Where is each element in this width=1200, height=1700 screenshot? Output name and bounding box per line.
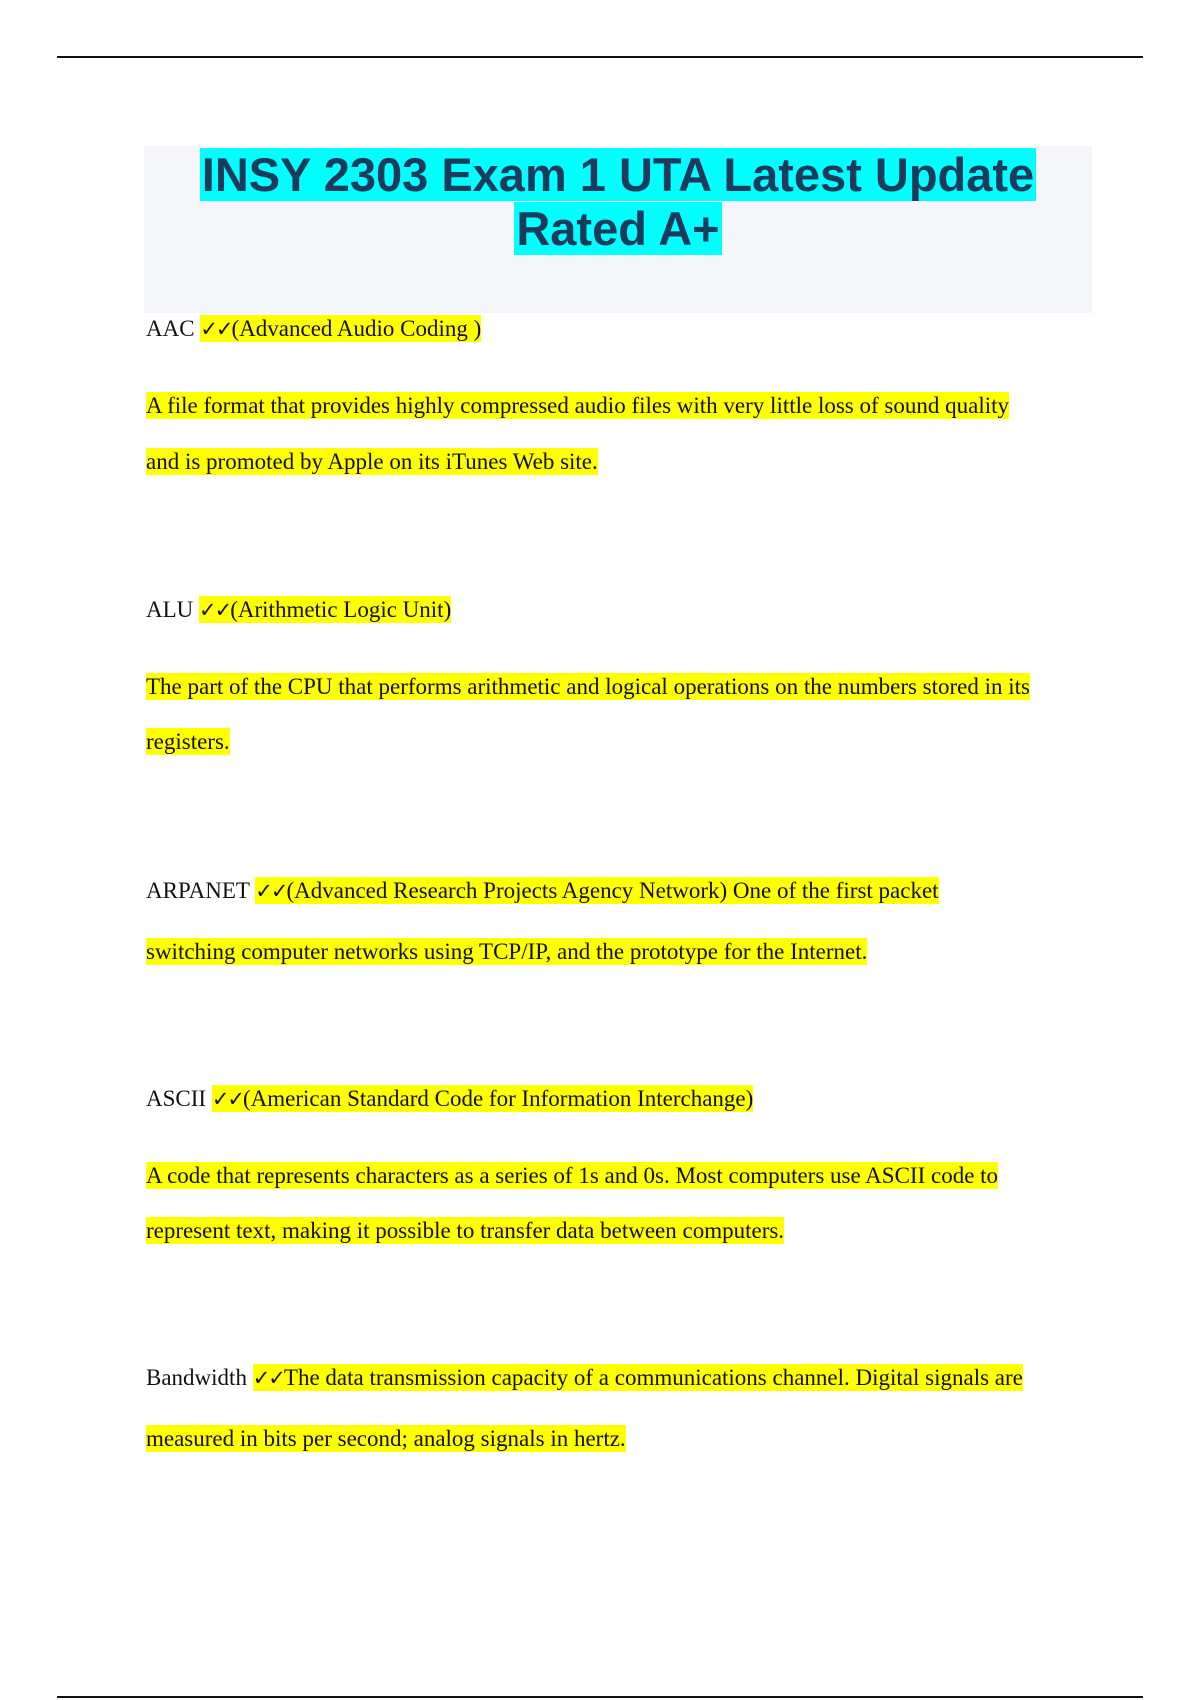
entry-ascii-definition-line-2: represent text, making it possible to transfer data between computers. — [146, 1218, 785, 1243]
entry-alu-definition-line-1: The part of the CPU that performs arithmetic and logical operations on the numbers stored in its — [146, 674, 1031, 699]
entry-aac-definition-line-1: A file format that provides highly compressed audio files with very little loss of sound quality — [146, 393, 1009, 418]
term-ascii: ASCII — [146, 1086, 212, 1111]
top-rule — [57, 56, 1143, 58]
document-title — [144, 146, 1092, 256]
term-bandwidth-definition: The data transmission capacity of a communications channel. Digital signals are — [283, 1365, 1023, 1390]
entry-alu-definition-line-2: registers. — [146, 729, 230, 754]
term-alu-expansion: (Arithmetic Logic Unit) — [230, 597, 452, 622]
entry-aac-definition-line-2: and is promoted by Apple on its iTunes Web site. — [146, 449, 598, 474]
term-bandwidth: Bandwidth — [146, 1365, 253, 1390]
entry-ascii-definition-line-1: A code that represents characters as a series of 1s and 0s. Most computers use ASCII code to — [146, 1163, 999, 1188]
term-arpanet-definition: (Advanced Research Projects Agency Network) One of the first packet — [286, 878, 939, 903]
check-icon: ✓✓ — [199, 598, 231, 622]
bottom-rule — [57, 1696, 1143, 1698]
entry-aac-heading — [146, 313, 481, 345]
term-aac-expansion: (Advanced Audio Coding ) — [231, 316, 482, 341]
term-aac: AAC — [146, 316, 201, 341]
check-icon: ✓✓ — [200, 317, 232, 341]
term-alu: ALU — [146, 597, 200, 622]
entry-bandwidth-heading — [146, 1362, 1023, 1394]
title-line-1: INSY 2303 Exam 1 UTA Latest Update — [201, 148, 1035, 201]
check-icon: ✓✓ — [255, 879, 287, 903]
entry-arpanet-line-2: switching computer networks using TCP/IP, and the prototype for the Internet. — [146, 939, 868, 964]
title-panel — [144, 146, 1092, 313]
term-ascii-expansion: (American Standard Code for Information Interchange) — [243, 1086, 754, 1111]
entry-bandwidth-line-2: measured in bits per second; analog signals in hertz. — [146, 1426, 626, 1451]
check-icon: ✓✓ — [211, 1087, 244, 1111]
entry-ascii-heading — [146, 1083, 753, 1115]
title-line-2: Rated A+ — [516, 202, 720, 255]
entry-alu-heading — [146, 594, 451, 626]
check-icon: ✓✓ — [252, 1366, 284, 1390]
term-arpanet: ARPANET — [146, 878, 256, 903]
entry-arpanet-heading — [146, 875, 939, 907]
